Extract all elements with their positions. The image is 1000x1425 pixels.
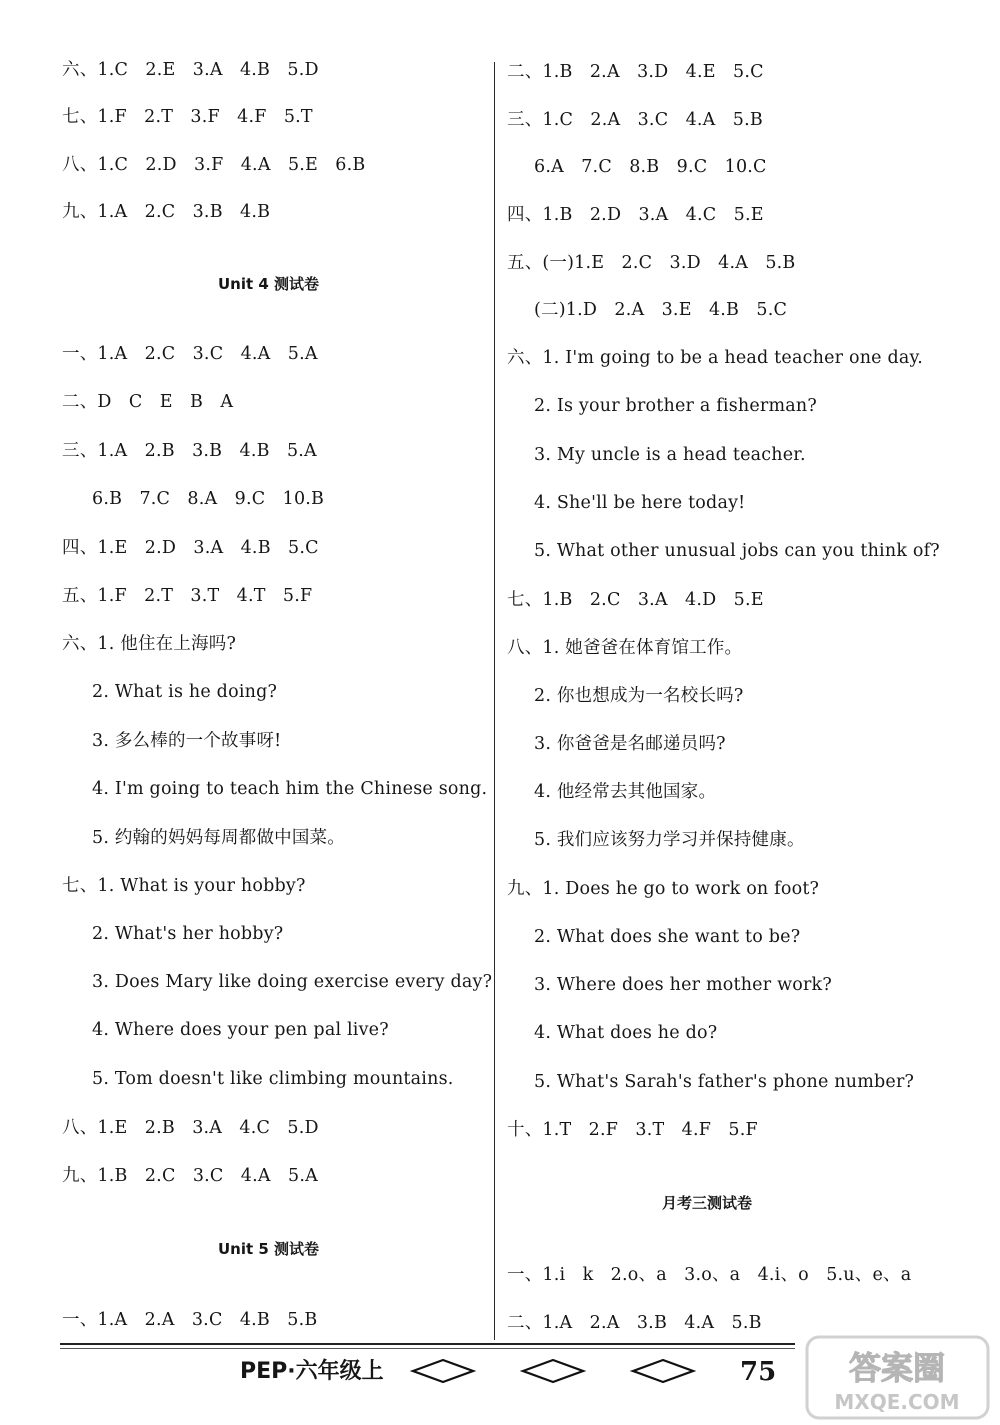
answer-line: 一、1.A 2.A 3.C 4.B 5.B	[62, 1310, 318, 1330]
answer-line: 5. What's Sarah's father's phone number?	[534, 1072, 915, 1092]
answer-line: 2. What is he doing?	[92, 682, 278, 702]
answer-line: 4. She'll be here today!	[534, 493, 746, 513]
answer-line: 2. Is your brother a fisherman?	[534, 396, 817, 416]
answer-line: 4. Where does your pen pal live?	[92, 1020, 389, 1040]
answer-line: 三、1.C 2.A 3.C 4.A 5.B	[507, 110, 763, 130]
answer-line: 七、1.B 2.C 3.A 4.D 5.E	[507, 590, 764, 610]
footer-rule	[60, 1343, 795, 1345]
answer-line: 3. Where does her mother work?	[534, 975, 832, 995]
answer-line: 二、D C E B A	[62, 392, 234, 412]
column-divider	[494, 62, 495, 1340]
answer-line: 七、1.F 2.T 3.F 4.F 5.T	[62, 107, 313, 127]
answer-line: 5. What other unusual jobs can you think of?	[534, 541, 940, 561]
svg-text:答案圈: 答案圈	[848, 1349, 946, 1387]
answer-line: 2. 你也想成为一名校长吗?	[534, 686, 744, 706]
diamond-ornament-icon	[520, 1358, 586, 1384]
answer-line: 二、1.A 2.A 3.B 4.A 5.B	[507, 1313, 762, 1333]
answer-line: 6.A 7.C 8.B 9.C 10.C	[534, 157, 767, 177]
answer-line: 五、1.F 2.T 3.T 4.T 5.F	[62, 586, 313, 606]
answer-line: 四、1.B 2.D 3.A 4.C 5.E	[507, 205, 764, 225]
answer-line: 4. I'm going to teach him the Chinese song.	[92, 779, 488, 799]
answer-line: 4. What does he do?	[534, 1023, 718, 1043]
answer-line: 3. 多么棒的一个故事呀!	[92, 731, 282, 751]
page-number: 75	[740, 1357, 777, 1387]
answer-line: 十、1.T 2.F 3.T 4.F 5.F	[507, 1120, 758, 1140]
section-heading: Unit 5 测试卷	[218, 1240, 320, 1258]
section-heading: Unit 4 测试卷	[218, 275, 320, 293]
answer-line: 八、1. 她爸爸在体育馆工作。	[507, 638, 743, 658]
footer-rule-thin	[60, 1348, 795, 1349]
answer-line: 3. My uncle is a head teacher.	[534, 445, 806, 465]
answer-line: 八、1.E 2.B 3.A 4.C 5.D	[62, 1118, 319, 1138]
watermark-logo-icon	[805, 1335, 990, 1420]
answer-line: 四、1.E 2.D 3.A 4.B 5.C	[62, 538, 319, 558]
answer-line: 一、1.i k 2.o、a 3.o、a 4.i、o 5.u、e、a	[507, 1265, 912, 1285]
answer-line: 九、1. Does he go to work on foot?	[507, 879, 820, 899]
footer-label: PEP·六年级上	[240, 1359, 384, 1384]
answer-line: 九、1.B 2.C 3.C 4.A 5.A	[62, 1166, 318, 1186]
answer-line: 5. 约翰的妈妈每周都做中国菜。	[92, 828, 345, 848]
answer-line: 五、(一)1.E 2.C 3.D 4.A 5.B	[507, 253, 796, 273]
answer-line: 3. 你爸爸是名邮递员吗?	[534, 734, 726, 754]
answer-line: 六、1. I'm going to be a head teacher one day.	[507, 348, 924, 368]
answer-line: 一、1.A 2.C 3.C 4.A 5.A	[62, 344, 318, 364]
answer-line: 5. 我们应该努力学习并保持健康。	[534, 830, 805, 850]
answer-line: 六、1.C 2.E 3.A 4.B 5.D	[62, 60, 319, 80]
svg-text:MXQE.COM: MXQE.COM	[834, 1390, 960, 1414]
answer-line: (二)1.D 2.A 3.E 4.B 5.C	[534, 300, 788, 320]
answer-line: 八、1.C 2.D 3.F 4.A 5.E 6.B	[62, 155, 366, 175]
answer-line: 3. Does Mary like doing exercise every day?	[92, 972, 493, 992]
answer-line: 七、1. What is your hobby?	[62, 876, 306, 896]
diamond-ornament-icon	[630, 1358, 696, 1384]
answer-line: 六、1. 他住在上海吗?	[62, 634, 237, 654]
answer-line: 4. 他经常去其他国家。	[534, 782, 717, 802]
answer-line: 2. What does she want to be?	[534, 927, 801, 947]
answer-line: 6.B 7.C 8.A 9.C 10.B	[92, 489, 325, 509]
answer-line: 2. What's her hobby?	[92, 924, 284, 944]
answer-line: 三、1.A 2.B 3.B 4.B 5.A	[62, 441, 317, 461]
section-heading: 月考三测试卷	[662, 1194, 753, 1212]
answer-line: 九、1.A 2.C 3.B 4.B	[62, 202, 271, 222]
answer-line: 二、1.B 2.A 3.D 4.E 5.C	[507, 62, 764, 82]
answer-line: 5. Tom doesn't like climbing mountains.	[92, 1069, 454, 1089]
diamond-ornament-icon	[410, 1358, 476, 1384]
